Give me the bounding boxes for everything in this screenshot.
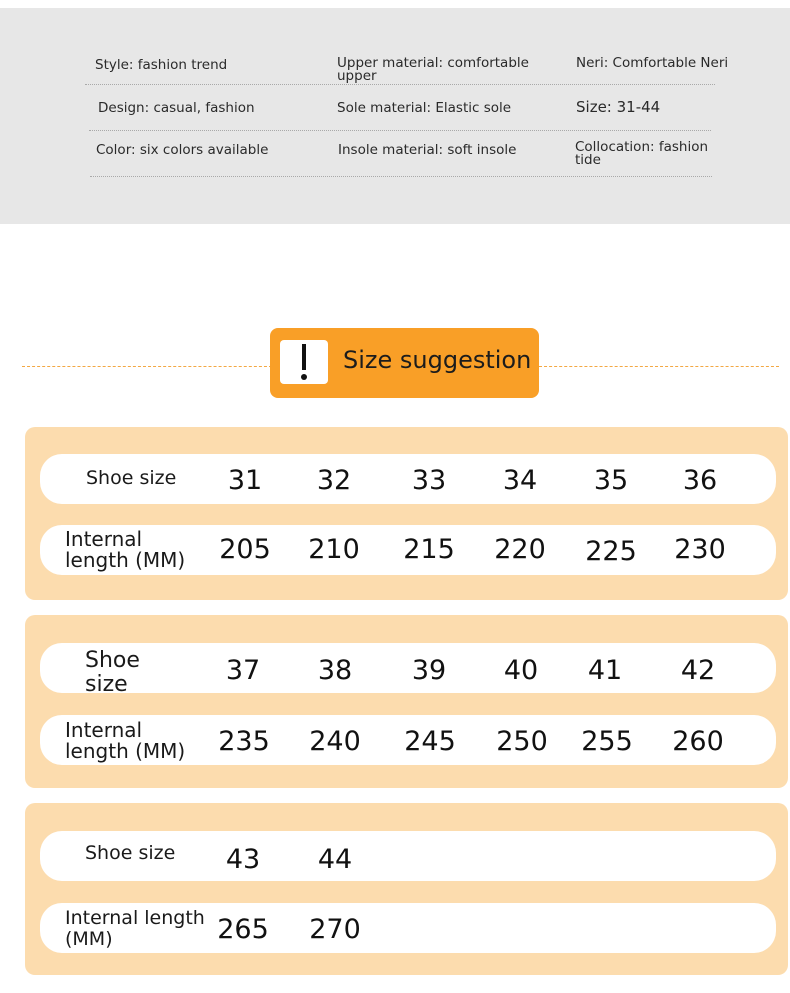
length-cell: 220 (494, 534, 546, 565)
internal-length-row (40, 903, 776, 953)
internal-length-label: Internal length (MM) (65, 907, 205, 950)
exclamation-icon (280, 340, 328, 384)
internal-length-row (40, 525, 776, 575)
size-cell: 44 (317, 844, 353, 875)
size-cell: 34 (502, 465, 538, 496)
spec-upper-material: Upper material: comfortable upper (337, 55, 529, 84)
spec-divider (90, 176, 712, 177)
internal-length-label: Internal length (MM) (65, 527, 186, 572)
size-cell: 31 (227, 465, 263, 496)
shoe-size-label: Shoe size (86, 467, 177, 489)
size-suggestion-badge (270, 328, 539, 398)
spec-divider (89, 130, 711, 131)
shoe-size-label: Shoe size (85, 842, 176, 864)
size-group (25, 615, 788, 788)
internal-length-row (40, 715, 776, 765)
size-cell: 35 (593, 465, 629, 496)
length-cell: 270 (309, 914, 361, 945)
size-cell: 40 (503, 655, 539, 686)
spec-insole-material: Insole material: soft insole (338, 142, 517, 158)
length-cell: 205 (219, 534, 271, 565)
size-cell: 37 (225, 655, 261, 686)
length-cell: 235 (218, 726, 270, 757)
product-specs-panel (0, 8, 790, 224)
spec-divider (85, 84, 715, 85)
spec-collocation: Collocation: fashion tide (575, 139, 709, 168)
shoe-size-row (40, 454, 776, 504)
shoe-size-label: Shoe size (85, 648, 140, 697)
size-cell: 32 (316, 465, 352, 496)
length-cell: 210 (308, 534, 360, 565)
header-divider-left (22, 366, 272, 367)
spec-color: Color: six colors available (96, 142, 269, 158)
size-cell: 38 (317, 655, 353, 686)
internal-length-label: Internal length (MM) (65, 718, 186, 763)
spec-style: Style: fashion trend (95, 57, 228, 73)
spec-neri: Neri: Comfortable Neri (576, 55, 729, 71)
size-cell: 43 (225, 844, 261, 875)
spec-size: Size: 31-44 (576, 98, 661, 116)
size-cell: 41 (587, 655, 623, 686)
size-cell: 39 (411, 655, 447, 686)
size-cell: 36 (682, 465, 718, 496)
length-cell: 250 (496, 726, 548, 757)
size-suggestion-title: Size suggestion (343, 346, 532, 374)
shoe-size-row (40, 831, 776, 881)
spec-sole-material: Sole material: Elastic sole (337, 100, 512, 116)
length-cell: 240 (309, 726, 361, 757)
length-cell: 225 (585, 536, 637, 567)
size-group (25, 803, 788, 975)
length-cell: 260 (672, 726, 724, 757)
length-cell: 255 (581, 726, 633, 757)
header-divider-right (539, 366, 779, 367)
length-cell: 230 (674, 534, 726, 565)
shoe-size-row (40, 643, 776, 697)
length-cell: 265 (217, 914, 269, 945)
size-cell: 33 (411, 465, 447, 496)
spec-design: Design: casual, fashion (98, 100, 255, 116)
length-cell: 215 (403, 534, 455, 565)
size-cell: 42 (680, 655, 716, 686)
length-cell: 245 (404, 726, 456, 757)
size-group (25, 427, 788, 600)
